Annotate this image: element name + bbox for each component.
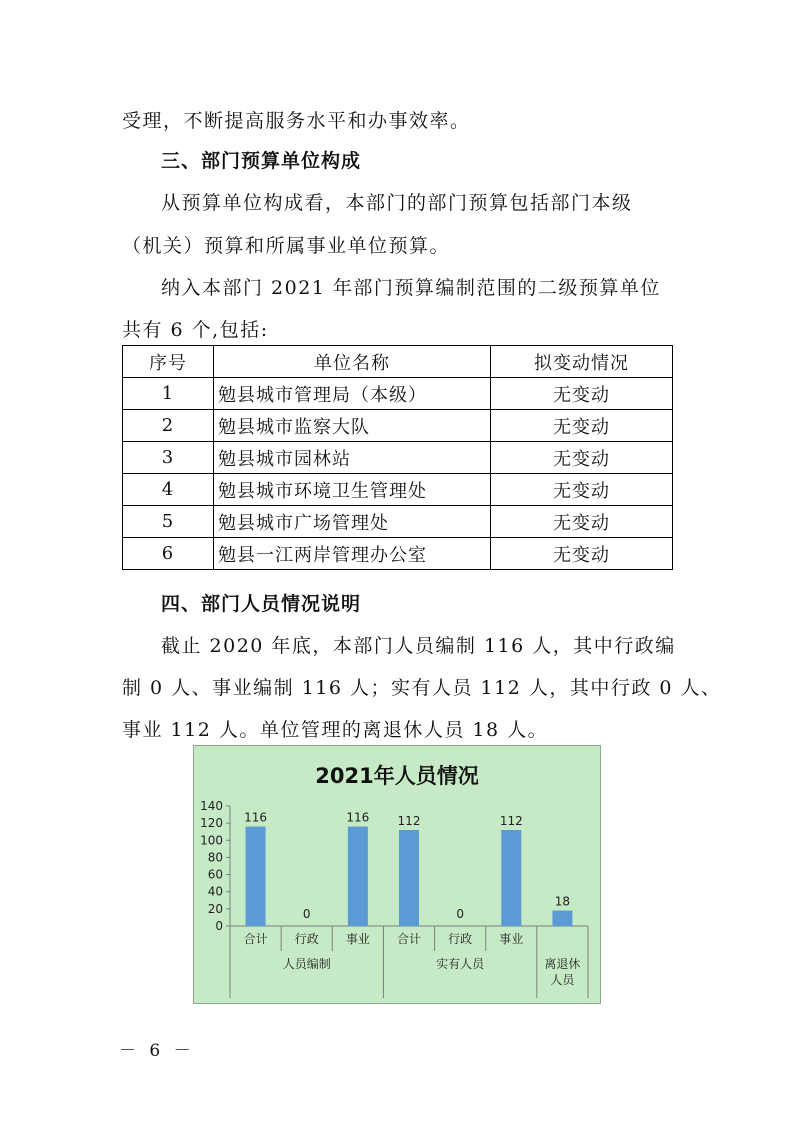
category-label: 行政 (448, 932, 473, 946)
paragraph-line: 从预算单位构成看，本部门的部门预算包括部门本级 (161, 192, 633, 214)
row-index: 2 (123, 410, 214, 442)
row-change: 无变动 (491, 410, 673, 442)
category-label: 行政 (294, 932, 319, 946)
row-unit-name: 勉县城市管理局（本级） (214, 378, 491, 410)
table-row (123, 378, 673, 410)
row-unit-name: 勉县城市广场管理处 (214, 506, 491, 538)
budget-units-table (122, 345, 673, 570)
y-tick-label: 0 (215, 919, 223, 933)
row-unit-name: 勉县城市监察大队 (214, 410, 491, 442)
row-change: 无变动 (491, 538, 673, 570)
page-number: － 6 － (119, 1041, 195, 1061)
category-label: 事业 (499, 932, 524, 946)
row-unit-name: 勉县一江两岸管理办公室 (214, 538, 491, 570)
group-label: 离退休 (544, 957, 581, 971)
column-header-change: 拟变动情况 (491, 346, 673, 378)
paragraph-line: 事业 112 人。单位管理的离退休人员 18 人。 (122, 719, 549, 741)
category-label: 合计 (243, 932, 268, 946)
row-change: 无变动 (491, 506, 673, 538)
column-header-unit-name: 单位名称 (214, 346, 491, 378)
row-index: 1 (123, 378, 214, 410)
table-row (123, 538, 673, 570)
y-tick-label: 60 (207, 867, 223, 882)
row-index: 6 (123, 538, 214, 570)
y-tick-label: 40 (207, 884, 223, 899)
chart-title: 2021年人员情况 (315, 764, 479, 788)
row-unit-name: 勉县城市环境卫生管理处 (214, 474, 491, 506)
bar (501, 830, 521, 926)
row-index: 4 (123, 474, 214, 506)
bar (348, 827, 368, 926)
bar (399, 830, 419, 926)
group-label: 人员编制 (282, 957, 331, 971)
column-header-index: 序号 (123, 346, 214, 378)
section-heading-3: 三、部门预算单位构成 (161, 150, 362, 172)
y-tick-label: 80 (207, 850, 223, 865)
row-index: 3 (123, 442, 214, 474)
y-tick-label: 140 (200, 799, 223, 813)
paragraph-line: （机关）预算和所属事业单位预算。 (122, 235, 451, 257)
row-change: 无变动 (491, 442, 673, 474)
staff-chart (193, 745, 601, 1004)
row-index: 5 (123, 506, 214, 538)
y-tick-label: 100 (200, 833, 223, 848)
data-label: 112 (499, 814, 523, 828)
group-label: 实有人员 (436, 957, 485, 971)
row-change: 无变动 (491, 474, 673, 506)
table-header-row (123, 346, 673, 378)
bar (552, 911, 572, 926)
table-row (123, 410, 673, 442)
data-label: 18 (554, 894, 571, 909)
paragraph-line: 共有 6 个,包括: (122, 319, 269, 341)
y-tick-label: 20 (207, 901, 223, 916)
row-change: 无变动 (491, 378, 673, 410)
y-tick-label: 120 (200, 816, 223, 831)
row-unit-name: 勉县城市园林站 (214, 442, 491, 474)
paragraph-line: 受理，不断提高服务水平和办事效率。 (122, 110, 471, 132)
table-row (123, 506, 673, 538)
table-row (123, 442, 673, 474)
data-label: 0 (302, 907, 311, 921)
data-label: 116 (244, 810, 268, 825)
data-label: 116 (346, 810, 370, 825)
data-label: 0 (456, 907, 464, 921)
bar (246, 827, 266, 926)
paragraph-line: 截止 2020 年底，本部门人员编制 116 人，其中行政编 (161, 635, 676, 657)
paragraph-line: 纳入本部门 2021 年部门预算编制范围的二级预算单位 (161, 277, 661, 299)
category-label: 事业 (345, 932, 370, 946)
section-heading-4: 四、部门人员情况说明 (161, 593, 362, 615)
paragraph-line: 制 0 人、事业编制 116 人；实有人员 112 人，其中行政 0 人、 (122, 677, 722, 699)
data-label: 112 (397, 814, 421, 828)
category-label: 合计 (396, 932, 422, 946)
group-label: 人员 (550, 973, 575, 987)
table-row (123, 474, 673, 506)
